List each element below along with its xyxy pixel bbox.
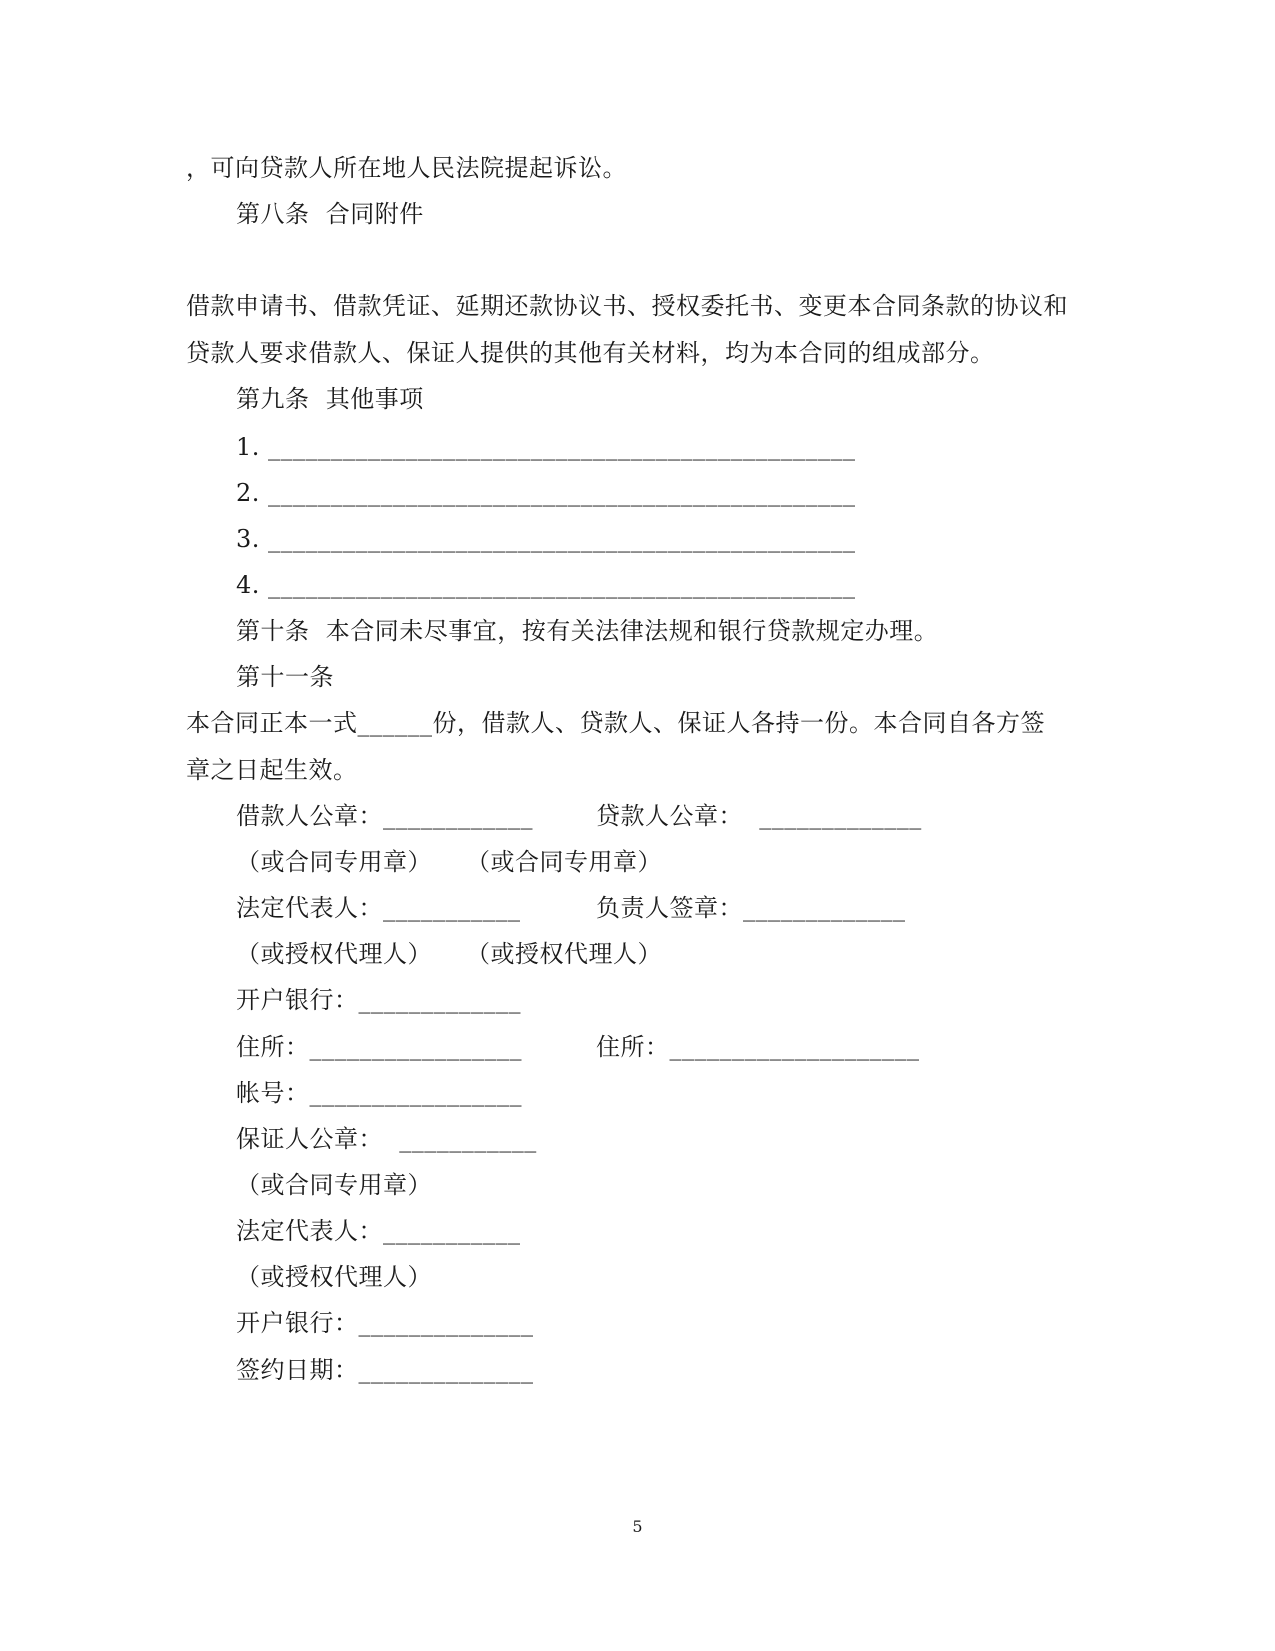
borrower-agent-note: （或授权代理人） [236,940,432,968]
other-item-2: 2. _______________________________________________ [236,479,856,507]
article-11-heading: 第十一条 [236,663,334,691]
other-item-3: 3. _______________________________________________ [236,525,856,553]
borrower-seal-note: （或合同专用章） [236,848,432,876]
text-line-litigation: ，可向贷款人所在地人民法院提起诉讼。 [186,154,627,182]
guarantor-agent-note: （或授权代理人） [236,1263,432,1291]
guarantor-seal-note: （或合同专用章） [236,1171,432,1199]
lender-address-field: 住所：____________________ [596,1033,920,1061]
other-item-4: 4. _______________________________________________ [236,571,856,599]
signing-date-field: 签约日期：______________ [236,1356,534,1384]
article-8-heading: 第八条 合同附件 [236,200,424,228]
guarantor-legal-rep-field: 法定代表人：___________ [236,1217,521,1245]
lender-seal-note: （或合同专用章） [466,848,662,876]
borrower-account-field: 帐号：_________________ [236,1079,522,1107]
guarantor-seal-field: 保证人公章： ___________ [236,1125,537,1153]
article-11-text-line-2: 章之日起生效。 [186,756,358,784]
article-11-text-line-1: 本合同正本一式______份，借款人、贷款人、保证人各持一份。本合同自各方签 [186,709,1045,737]
article-10: 第十条 本合同未尽事宜，按有关法律法规和银行贷款规定办理。 [236,617,939,645]
borrower-legal-rep-field: 法定代表人：___________ [236,894,521,922]
article-9-heading: 第九条 其他事项 [236,385,424,413]
borrower-address-field: 住所：_________________ [236,1033,522,1061]
borrower-seal-field: 借款人公章：____________ [236,802,533,830]
lender-seal-field: 贷款人公章： _____________ [596,802,922,830]
article-8-text-line-1: 借款申请书、借款凭证、延期还款协议书、授权委托书、变更本合同条款的协议和 [186,292,1068,320]
borrower-bank-field: 开户银行：_____________ [236,986,521,1014]
page-number: 5 [632,1517,643,1536]
lender-agent-note: （或授权代理人） [466,940,662,968]
lender-signatory-field: 负责人签章：_____________ [596,894,906,922]
article-8-text-line-2: 贷款人要求借款人、保证人提供的其他有关材料，均为本合同的组成部分。 [186,339,995,367]
other-item-1: 1. _______________________________________________ [236,433,856,461]
guarantor-bank-field: 开户银行：______________ [236,1309,534,1337]
